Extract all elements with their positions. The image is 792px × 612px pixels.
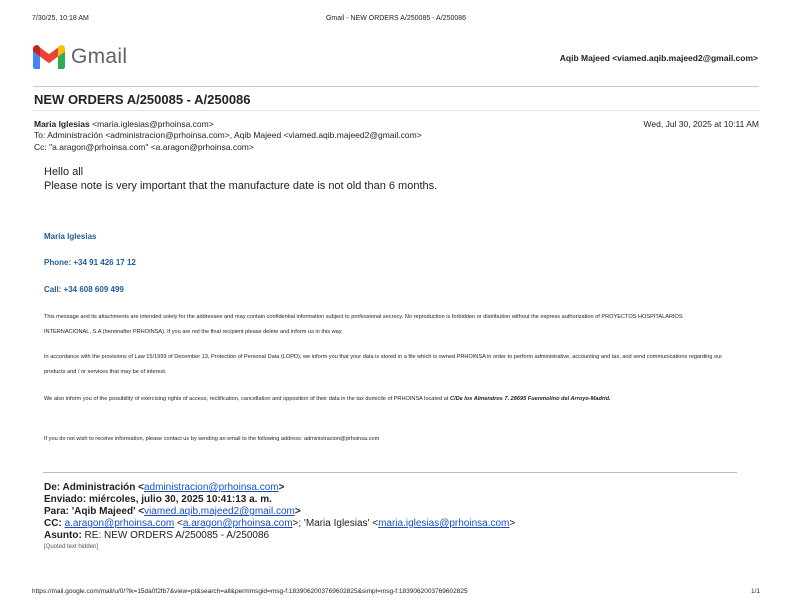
quoted-from-name: Administración <: [60, 482, 144, 493]
quoted-to-label: Para:: [44, 506, 70, 517]
quoted-sent-value: miércoles, julio 30, 2025 10:41:13 a. m.: [86, 494, 272, 505]
quoted-divider: [43, 472, 737, 473]
print-title: Gmail - NEW ORDERS A/250085 - A/250086: [325, 15, 467, 22]
email-date: Wed, Jul 30, 2025 at 10:11 AM: [643, 119, 759, 129]
quoted-cc-label: CC:: [44, 518, 62, 529]
footer-page-number: 1/1: [750, 588, 760, 595]
cc-recipients: Cc: "a.aragon@prhoinsa.com" <a.aragon@prhoinsa.com>: [34, 142, 254, 152]
quoted-text-hidden-toggle[interactable]: [Quoted text hidden]: [44, 544, 99, 550]
footer-url: https://mail.google.com/mail/u/0/?ik=15da0f2fb7&view=pt&search=all&permmsgid=msg-f:1839062003769602825&simpl=msg-f:1839062003769602825: [32, 588, 468, 595]
quoted-cc-end: >: [509, 518, 516, 529]
sender-email: <maria.iglesias@prhoinsa.com>: [92, 119, 214, 129]
signature-name: Maria Iglesias: [44, 232, 97, 241]
subject-divider: [33, 110, 759, 111]
sender-line: [34, 119, 214, 129]
sender-name: Maria Iglesias: [34, 119, 90, 129]
quoted-cc-email-link-3[interactable]: maria.iglesias@prhoinsa.com: [378, 518, 510, 529]
quoted-cc-email-link-1[interactable]: a.aragon@prhoinsa.com: [64, 518, 175, 529]
disclaimer-data-protection: In accordance with the provisions of Law 15/1999 of December 13, Protection of Personal Data (LOPD), we inform you that your data is stored in a file which is owned PRHOINSA in order to perform administrative, accounting and tax, and send communications regarding our products and / or services that may be of interest.: [44, 354, 723, 375]
quoted-from-label: De:: [44, 482, 61, 493]
quoted-from-email-link[interactable]: administracion@prhoinsa.com: [143, 482, 279, 493]
quoted-subject-value: RE: NEW ORDERS A/250085 - A/250086: [81, 530, 270, 541]
quoted-sent-label: Enviado:: [44, 494, 87, 505]
quoted-to: [44, 506, 301, 517]
disclaimer-confidentiality: This message and its attachments are intended solely for the addressee and may contain confidential information subject to professional secrecy. No reproduction is forbidden or distribution without the express authorization of PROYECTOS HOSPITALARIOS INTERNACIONAL, S.A (hereinafter PRHOINSA). If you are not the final recipient please delete and inform us in this way.: [44, 314, 683, 335]
quoted-subject-label: Asunto:: [44, 530, 82, 541]
important-note: Please note is very important that the manufacture date is not old than 6 months.: [44, 180, 438, 192]
disclaimer-rights: [44, 392, 744, 407]
quoted-cc-email-link-2[interactable]: a.aragon@prhoinsa.com: [182, 518, 293, 529]
greeting: Hello all: [44, 166, 84, 178]
quoted-subject: [44, 530, 269, 541]
to-recipients: To: Administración <administracion@prhoinsa.com>, Aqib Majeed <viamed.aqib.majeed2@gmail.com>: [34, 130, 422, 140]
gmail-wordmark: Gmail: [71, 45, 128, 68]
quoted-to-email-link[interactable]: viamed.aqib.majeed2@gmail.com: [144, 506, 295, 517]
signature-call: Call: +34 608 609 499: [44, 285, 124, 294]
disclaimer-rights-text: We also inform you of the possibility of exercising rights of access, rectification, cancellation and opposition of their data in the tax domicile of PRHOINSA located at: [44, 396, 449, 402]
header-divider: [33, 86, 759, 87]
quoted-cc-sep-1: <: [174, 518, 183, 529]
email-subject: NEW ORDERS A/250085 - A/250086: [34, 92, 251, 107]
quoted-from: [44, 482, 284, 493]
disclaimer-address: C/De los Almendros 7. 28695 Fuenmolino del Arroyo-Madrid.: [449, 396, 611, 402]
signature-phone: Phone: +34 91 426 17 12: [44, 258, 136, 267]
account-email: Aqib Majeed <viamed.aqib.majeed2@gmail.com>: [559, 53, 758, 63]
print-datetime: 7/30/25, 10:18 AM: [32, 15, 89, 22]
quoted-cc: [44, 518, 515, 529]
quoted-sent: [44, 494, 272, 505]
quoted-to-end: >: [294, 506, 301, 517]
quoted-cc-sep-2: >; 'Maria Iglesias' <: [292, 518, 379, 529]
gmail-m-logo-icon: [33, 44, 65, 70]
quoted-from-end: >: [278, 482, 285, 493]
quoted-to-name: 'Aqib Majeed' <: [69, 506, 145, 517]
disclaimer-unsubscribe: If you do not wish to receive information, please contact us by sending an email to the following address: administracion@prhoinsa.com: [44, 436, 380, 442]
